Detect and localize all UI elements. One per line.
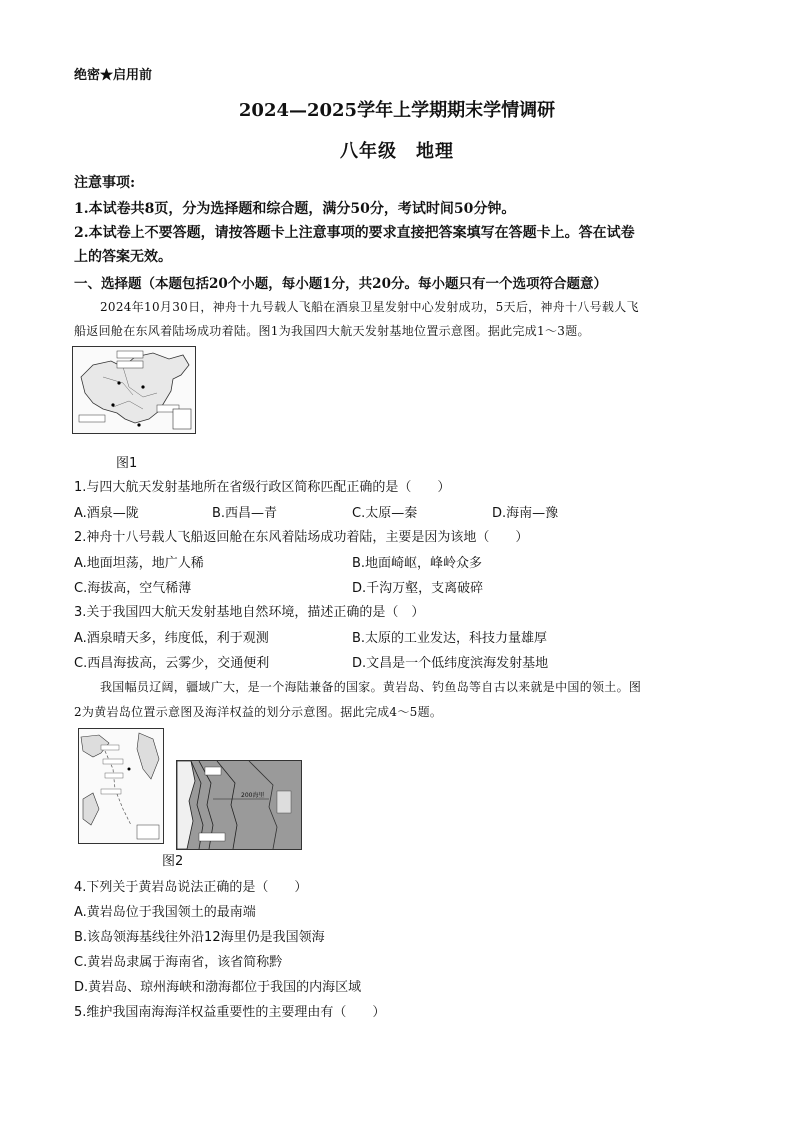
question-2-option-d: D.千沟万壑，支离破碎	[352, 581, 484, 596]
intro1-line-2: 船返回舱在东风着陆场成功着陆。图1为我国四大航天发射基地位置示意图。据此完成1～3题。	[74, 324, 590, 338]
figure-1-caption: 图1	[116, 456, 138, 471]
south-china-sea-drawing	[79, 729, 163, 843]
figure-2-island-map	[78, 728, 164, 844]
confidential-mark: 绝密★启用前	[74, 68, 153, 83]
question-2-option-a: A.地面坦荡，地广人稀	[74, 556, 204, 571]
notes-line-1: 1.本试卷共8页，分为选择题和综合题，满分50分，考试时间50分钟。	[74, 201, 516, 217]
question-3-option-a: A.酒泉晴天多，纬度低，利于观测	[74, 631, 269, 646]
exam-subtitle: 八年级 地理	[340, 141, 454, 162]
figure-1-map	[72, 346, 196, 434]
question-2-stem: 2.神舟十八号载人飞船返回舱在东风着陆场成功着陆，主要是因为该地（ ）	[74, 530, 529, 545]
question-3-option-b: B.太原的工业发达，科技力量雄厚	[352, 631, 548, 646]
intro2-line-2: 2为黄岩岛位置示意图及海洋权益的划分示意图。据此完成4～5题。	[74, 705, 443, 719]
intro2-line-1: 我国幅员辽阔，疆域广大，是一个海陆兼备的国家。黄岩岛、钓鱼岛等自古以来就是中国的领土。图	[100, 680, 642, 694]
notes-heading: 注意事项:	[74, 175, 136, 191]
question-1-option-a: A.酒泉—陇	[74, 506, 139, 521]
intro1-line-1: 2024年10月30日，神舟十九号载人飞船在酒泉卫星发射中心发射成功，5天后，神舟十八号载人飞	[100, 300, 639, 314]
question-4-option-b: B.该岛领海基线往外沿12海里仍是我国领海	[74, 930, 325, 945]
question-4-stem: 4.下列关于黄岩岛说法正确的是（ ）	[74, 880, 308, 895]
maritime-zones-drawing	[177, 761, 301, 849]
exam-title: 2024—2025学年上学期期末学情调研	[238, 100, 556, 121]
figure-2-maritime-zones	[176, 760, 302, 850]
question-4-option-a: A.黄岩岛位于我国领土的最南端	[74, 905, 256, 920]
question-5-stem: 5.维护我国南海海洋权益重要性的主要理由有（ ）	[74, 1005, 386, 1020]
question-4-option-d: D.黄岩岛、琼州海峡和渤海都位于我国的内海区域	[74, 980, 362, 995]
question-1-option-c: C.太原—秦	[352, 506, 418, 521]
figure-2-caption: 图2	[162, 854, 184, 869]
question-3-stem: 3.关于我国四大航天发射基地自然环境，描述正确的是（ ）	[74, 605, 425, 620]
question-2-option-c: C.海拔高，空气稀薄	[74, 581, 192, 596]
notes-line-2: 2.本试卷上不要答题，请按答题卡上注意事项的要求直接把答案填写在答题卡上。答在试卷	[74, 225, 635, 241]
section-heading: 一、选择题（本题包括20个小题，每小题1分，共20分。每小题只有一个选项符合题意）	[74, 276, 607, 292]
notes-line-2-cont: 上的答案无效。	[74, 249, 172, 265]
question-3-option-d: D.文昌是一个低纬度滨海发射基地	[352, 656, 549, 671]
question-2-option-b: B.地面崎岖，峰岭众多	[352, 556, 483, 571]
label-200-nautical-miles: 200海里	[241, 792, 265, 799]
question-4-option-c: C.黄岩岛隶属于海南省，该省简称黔	[74, 955, 283, 970]
question-1-option-b: B.西昌—青	[212, 506, 278, 521]
china-map-drawing	[73, 347, 195, 433]
question-1-option-d: D.海南—豫	[492, 506, 559, 521]
question-3-option-c: C.西昌海拔高，云雾少，交通便利	[74, 656, 270, 671]
question-1-stem: 1.与四大航天发射基地所在省级行政区简称匹配正确的是（ ）	[74, 480, 451, 495]
